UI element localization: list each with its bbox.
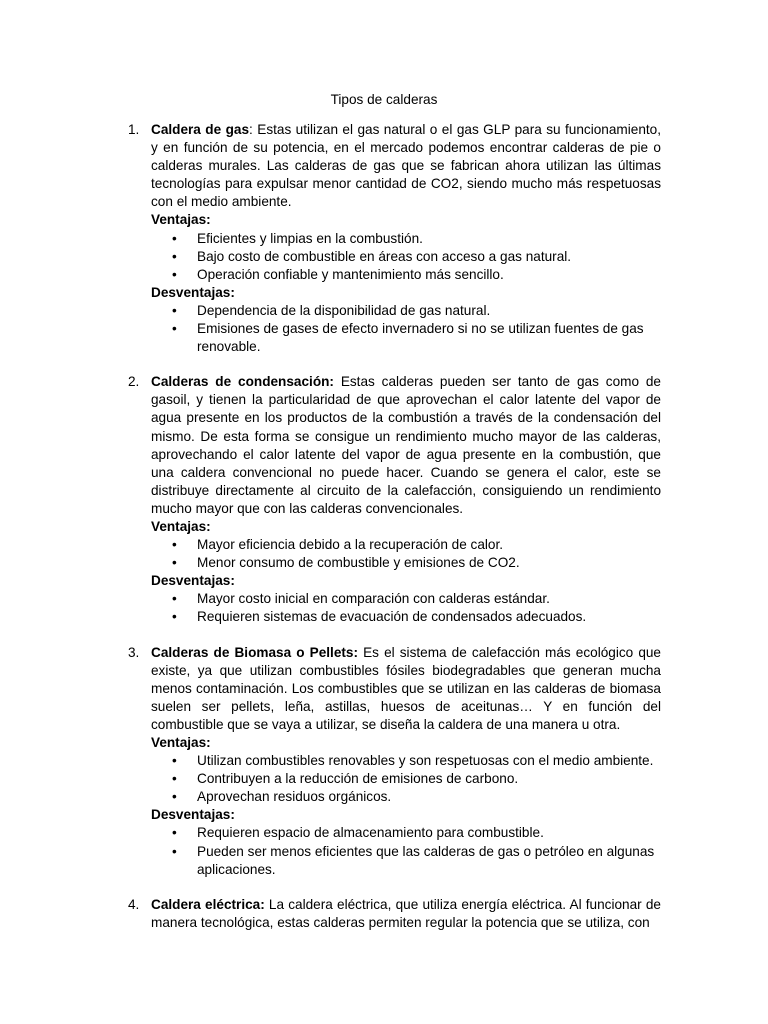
pros-label: Ventajas: xyxy=(151,518,211,534)
pros-list xyxy=(151,752,661,806)
pros-list xyxy=(151,536,661,572)
document-title: Tipos de calderas xyxy=(330,92,438,107)
section-number: 2. xyxy=(128,374,140,390)
pros-label: Ventajas: xyxy=(151,735,211,750)
section-heading: Caldera eléctrica: xyxy=(151,896,265,912)
list-item: • Requieren sistemas de evacuación de condensados adecuados. xyxy=(151,608,661,626)
section-number: 4. xyxy=(128,896,140,912)
list-item: • Menor consumo de combustible y emisiones de CO2. xyxy=(151,554,661,572)
section-intro xyxy=(151,896,661,932)
boiler-types-list xyxy=(0,121,768,932)
list-item: • Operación confiable y mantenimiento más sencillo. xyxy=(151,266,661,284)
list-item: • Aprovechan residuos orgánicos. xyxy=(151,788,661,806)
list-item: • Contribuyen a la reducción de emisiones de carbono. xyxy=(151,770,661,788)
list-item: • Bajo costo de combustible en áreas con acceso a gas natural. xyxy=(151,248,661,266)
section-condensing-boiler xyxy=(0,373,661,626)
cons-list xyxy=(151,590,661,626)
section-electric-boiler xyxy=(0,896,661,932)
pros-label: Ventajas: xyxy=(151,212,211,228)
section-biomass-boiler xyxy=(0,644,661,879)
section-text: Estas utilizan el gas natural o el gas GLP para su funcionamiento, y en función de su potencia, en el mercado podemos encontrar calderas de pie o calderas murales. Las calderas de gas que se fabrican ahora utilizan las últimas tecnologías para expulsar menor cantidad de CO2, siendo mucho más respetuosas con el medio ambiente. xyxy=(151,122,661,210)
section-gas-boiler xyxy=(0,121,661,356)
cons-list xyxy=(151,302,661,356)
list-item: • Pueden ser menos eficientes que las calderas de gas o petróleo en algunas aplicaciones. xyxy=(151,843,661,879)
section-text: Estas calderas pueden ser tanto de gas como de gasoil, y tienen la particularidad de que aprovechan el calor latente del vapor de agua presente en los productos de la combustión a través de la condensación del mismo. De esta forma se consigue un rendimiento mucho mayor de las calderas, aprovechando el calor latente del vapor de agua presente en la combustión, que una caldera convencional no puede hacer. Cuando se genera el calor, este se distribuye directamente al circuito de la calefacción, consiguiendo un rendimiento mucho mayor que con las calderas convencionales. xyxy=(151,374,661,516)
list-item: • Mayor eficiencia debido a la recuperación de calor. xyxy=(151,536,661,554)
list-item: • Mayor costo inicial en comparación con calderas estándar. xyxy=(151,590,661,608)
section-heading: Caldera de gas xyxy=(151,122,250,137)
cons-label: Desventajas: xyxy=(151,807,235,823)
section-intro xyxy=(151,644,661,734)
cons-label: Desventajas: xyxy=(151,573,235,589)
section-intro xyxy=(151,121,661,211)
heading-suffix: : xyxy=(249,122,253,137)
section-text: Es el sistema de calefacción más ecológico que existe, ya que utilizan combustibles fósiles biodegradables que generan mucha menos contaminación. Los combustibles que se utilizan en las calderas de biomasa suelen ser pellets, leña, astillas, huesos de aceitunas… Y en función del combustible que se vaya a utilizar, se diseña la caldera de una manera u otra. xyxy=(151,644,661,732)
cons-list xyxy=(151,824,661,878)
section-heading: Calderas de Biomasa o Pellets: xyxy=(151,644,359,660)
pros-list xyxy=(151,230,661,284)
section-number: 1. xyxy=(128,122,140,137)
section-intro xyxy=(151,373,661,518)
section-number: 3. xyxy=(128,644,140,660)
list-item: • Dependencia de la disponibilidad de gas natural. xyxy=(151,302,661,320)
list-item: • Requieren espacio de almacenamiento para combustible. xyxy=(151,824,661,842)
cons-label: Desventajas: xyxy=(151,284,235,300)
section-text: La caldera eléctrica, que utiliza energía eléctrica. Al funcionar de manera tecnológica, estas calderas permiten regular la potencia que se utiliza, con xyxy=(151,896,661,930)
list-item: • Utilizan combustibles renovables y son respetuosas con el medio ambiente. xyxy=(151,752,661,770)
list-item: • Emisiones de gases de efecto invernadero si no se utilizan fuentes de gas renovable. xyxy=(151,320,661,356)
list-item: • Eficientes y limpias en la combustión. xyxy=(151,230,661,248)
section-heading: Calderas de condensación: xyxy=(151,374,334,390)
